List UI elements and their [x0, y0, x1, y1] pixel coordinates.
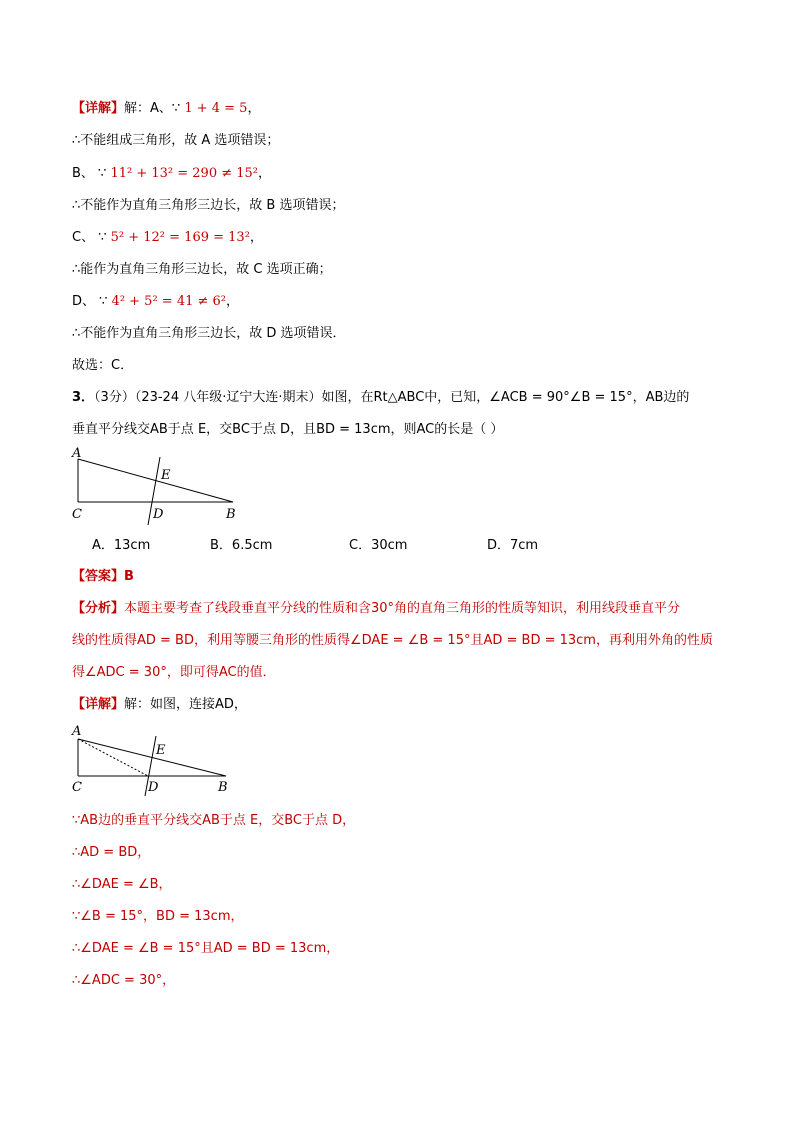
question-number: 3． [72, 390, 95, 405]
label-d: D [153, 507, 164, 522]
detail1-line4: ∴不能作为直角三角形三边长，故 B 选项错误； [72, 198, 345, 213]
detail1-line8: ∴不能作为直角三角形三边长，故 D 选项错误． [72, 326, 346, 341]
triangle-figure-2 [68, 721, 238, 799]
answer-value: B [124, 569, 134, 584]
question3-line2: 垂直平分线交AB于点 E，交BC于点 D，且BD = 13cm，则AC的长是（ ） [72, 422, 504, 437]
detail1-line5: C、 ∵ 5² + 12² = 169 = 13²， [72, 230, 263, 245]
label-e: E [156, 743, 166, 758]
option-b: B．6.5cm [210, 538, 273, 553]
label-c: C [72, 780, 82, 795]
analysis-line1: 【分析】本题主要考查了线段垂直平分线的性质和含30°角的直角三角形的性质等知识，利用线段垂直平分 [72, 601, 681, 616]
detail1-line6: ∴能作为直角三角形三边长，故 C 选项正确； [72, 262, 332, 277]
answer-tag: 【答案】 [72, 569, 125, 584]
detail1-line3: B、 ∵ 11² + 13² = 290 ≠ 15²， [72, 166, 272, 181]
answer-line [72, 568, 134, 586]
triangle-figure-1 [68, 442, 248, 528]
segment-ad-dotted [78, 739, 148, 776]
option-c: C．30cm [349, 538, 408, 553]
detail1-line7: D、 ∵ 4² + 5² = 41 ≠ 6²， [72, 294, 240, 309]
detail2-step4: ∵∠B = 15°，BD = 13cm， [72, 909, 244, 924]
detail-tag: 【详解】 [72, 101, 125, 116]
question3-line1: 3．（3分）（23-24 八年级·辽宁大连·期末）如图，在Rt△ABC中，已知，∠ACB = 90°∠B = 15°，AB边的 [72, 390, 690, 405]
option-d: D．7cm [487, 538, 539, 553]
label-d: D [148, 780, 159, 795]
detail2-step3: ∴∠DAE = ∠B， [72, 877, 172, 892]
detail-tag: 【详解】 [72, 697, 125, 712]
detail2-step1: ∵AB边的垂直平分线交AB于点 E，交BC于点 D， [72, 813, 356, 828]
detail1-line2: ∴不能组成三角形，故 A 选项错误； [72, 133, 280, 148]
label-b: B [218, 780, 228, 795]
detail1-line1: 【详解】解：A、∵ 1 + 4 = 5， [72, 101, 261, 116]
detail2-step2: ∴AD = BD， [72, 845, 151, 860]
analysis-tag: 【分析】 [72, 601, 125, 616]
analysis-line2: 线的性质得AD = BD，利用等腰三角形的性质得∠DAE = ∠B = 15°且AD = BD = 13cm，再利用外角的性质 [72, 633, 713, 648]
label-b: B [226, 507, 236, 522]
option-a: A．13cm [92, 538, 151, 553]
label-a: A [72, 724, 82, 739]
analysis-line3: 得∠ADC = 30°，即可得AC的值． [72, 665, 276, 680]
label-a: A [72, 446, 82, 461]
detail2-step5: ∴∠DAE = ∠B = 15°且AD = BD = 13cm， [72, 941, 340, 956]
detail1-line9: 故选：C． [72, 358, 134, 373]
label-c: C [72, 507, 82, 522]
detail2-intro: 【详解】解：如图，连接AD， [72, 697, 247, 712]
label-e: E [161, 468, 171, 483]
detail2-step6: ∴∠ADC = 30°， [72, 973, 176, 988]
